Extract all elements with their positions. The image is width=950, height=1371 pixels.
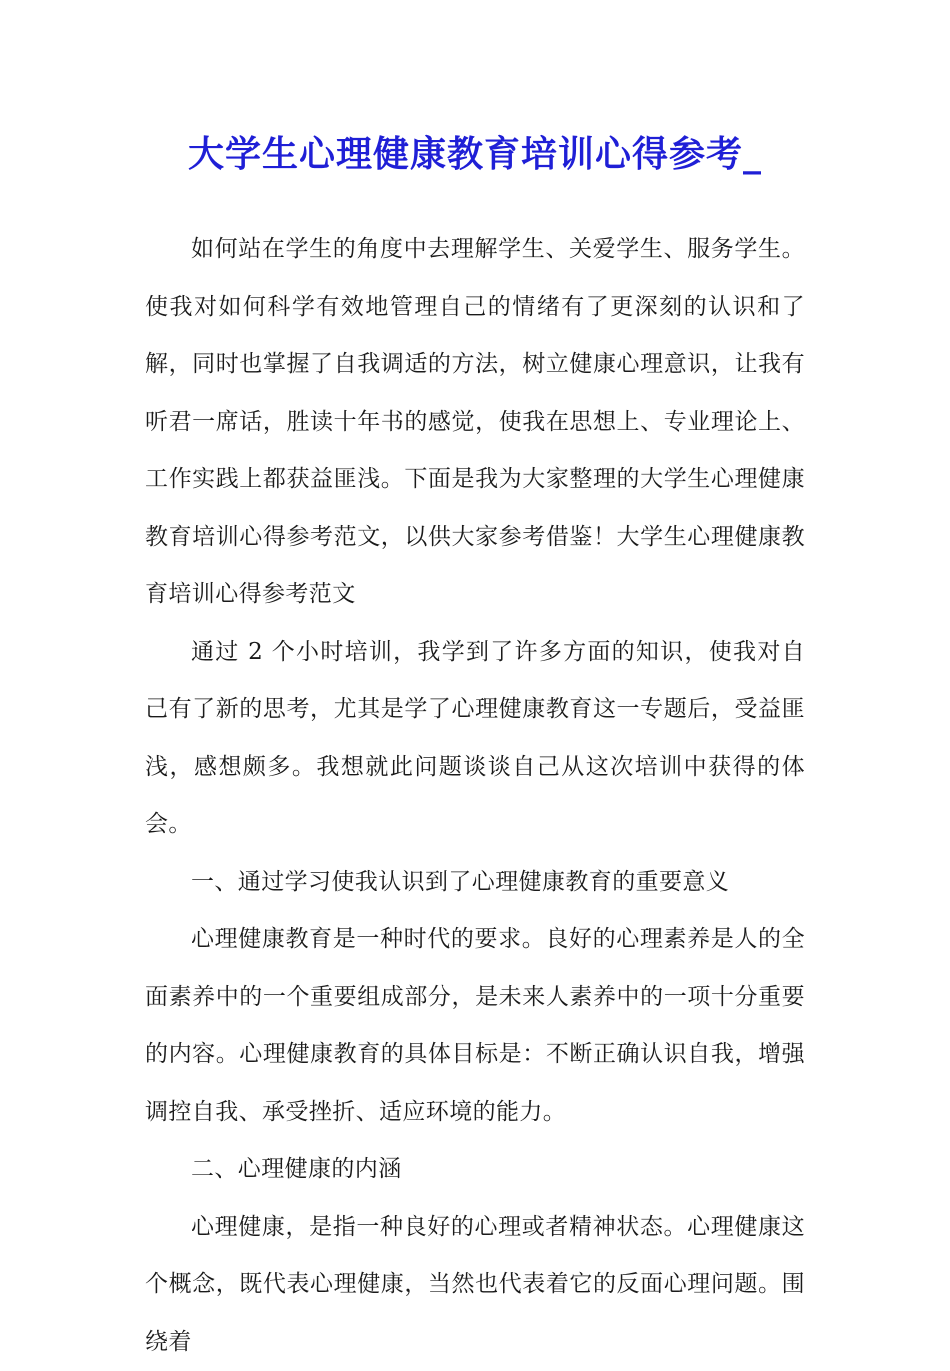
section-heading-2: 二、心理健康的内涵 bbox=[145, 1141, 805, 1199]
document-title: 大学生心理健康教育培训心得参考_ bbox=[145, 125, 805, 185]
section-heading-1: 一、通过学习使我认识到了心理健康教育的重要意义 bbox=[145, 854, 805, 912]
paragraph-training: 通过 2 个小时培训，我学到了许多方面的知识，使我对自己有了新的思考，尤其是学了心理健康教育这一专题后，受益匪浅，感想颇多。我想就此问题谈谈自己从这次培训中获得的体会。 bbox=[145, 624, 805, 854]
paragraph-importance: 心理健康教育是一种时代的要求。良好的心理素养是人的全面素养中的一个重要组成部分，是未来人素养中的一项十分重要的内容。心理健康教育的具体目标是：不断正确认识自我，增强调控自我、承受挫折、适应环境的能力。 bbox=[145, 911, 805, 1141]
paragraph-connotation: 心理健康，是指一种良好的心理或者精神状态。心理健康这个概念，既代表心理健康，当然也代表着它的反面心理问题。围绕着 bbox=[145, 1199, 805, 1371]
paragraph-intro: 如何站在学生的角度中去理解学生、关爱学生、服务学生。使我对如何科学有效地管理自己的情绪有了更深刻的认识和了解，同时也掌握了自我调适的方法，树立健康心理意识，让我有听君一席话，胜读十年书的感觉，使我在思想上、专业理论上、工作实践上都获益匪浅。下面是我为大家整理的大学生心理健康教育培训心得参考范文，以供大家参考借鉴！大学生心理健康教育培训心得参考范文 bbox=[145, 221, 805, 624]
